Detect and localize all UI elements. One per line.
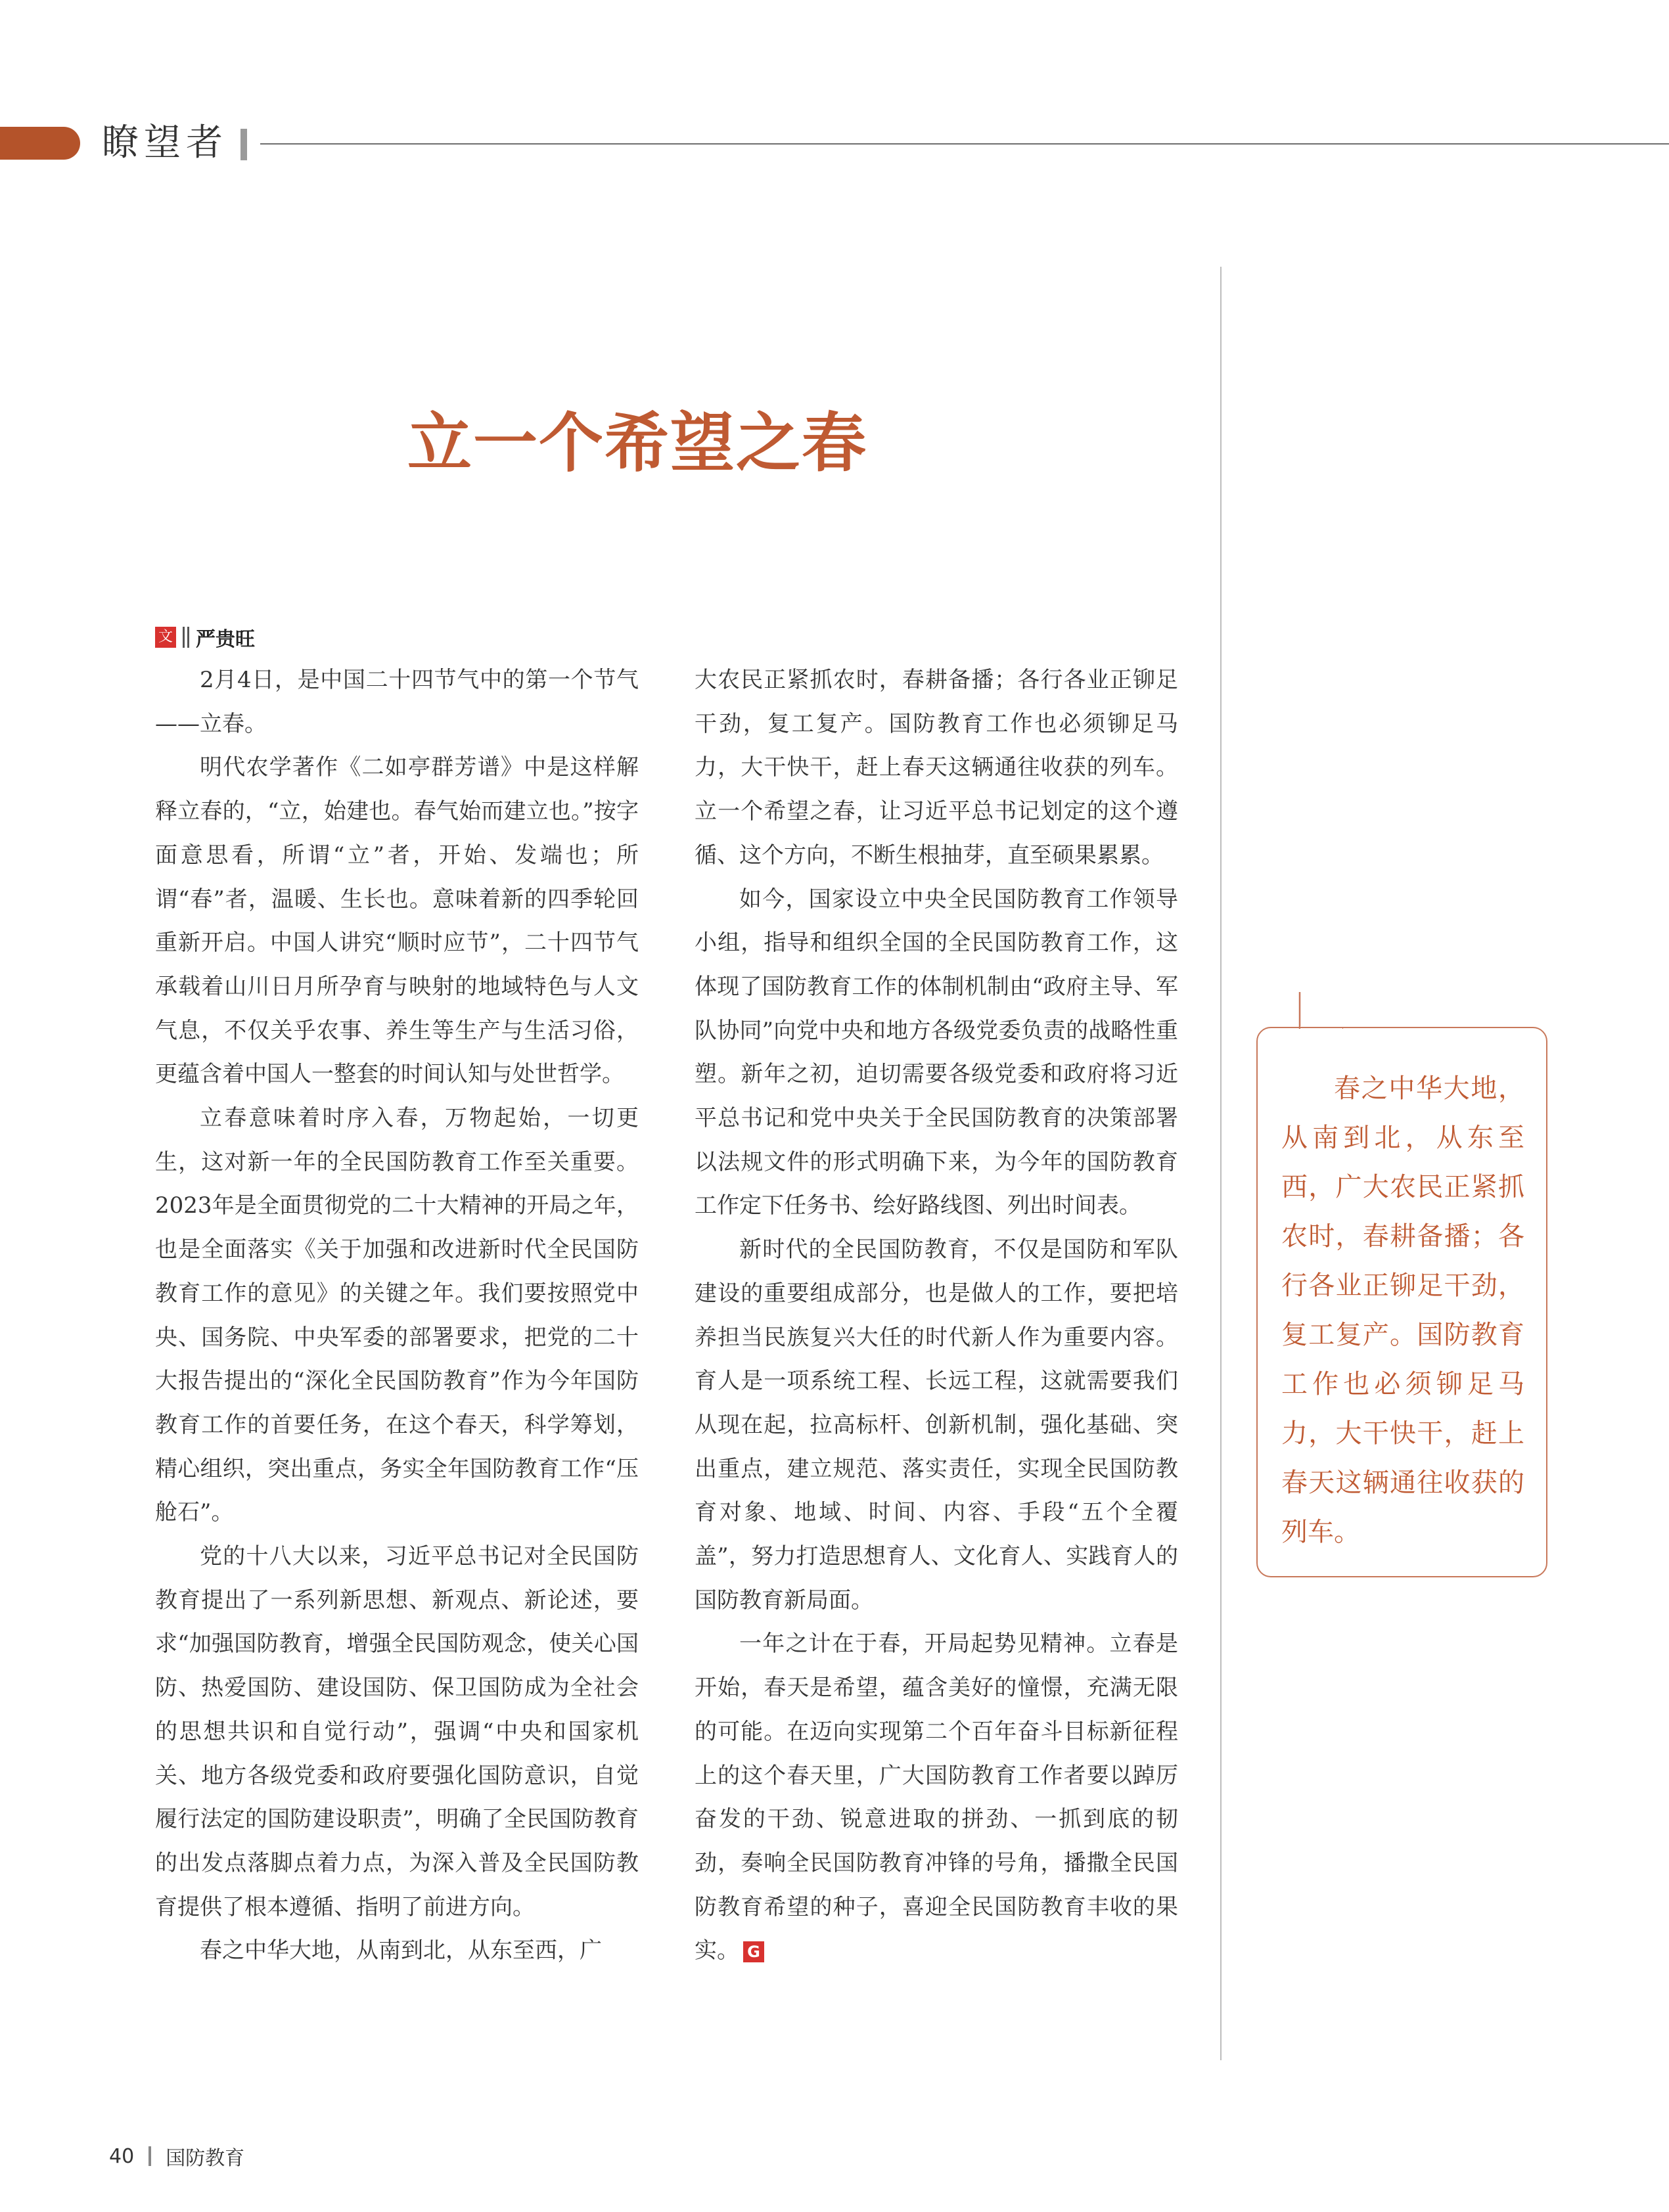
magazine-name: 国防教育 [166, 2147, 245, 2170]
section-tab-marker [0, 127, 80, 160]
author-name: 严贵旺 [196, 628, 255, 651]
page-footer [109, 2142, 244, 2171]
body-column-left [155, 658, 639, 1973]
paragraph: 立春意味着时序入春，万物起始，一切更生，这对新一年的全民国防教育工作至关重要。2023年是全面贯彻党的二十大精神的开局之年，也是全面落实《关于加强和改进新时代全民国防教育工作的意见》的关键之年。我们要按照党中央、国务院、中央军委的部署要求，把党的二十大报告提出的“深化全民国防教育”作为今年国防教育工作的首要任务，在这个春天，科学筹划，精心组织，突出重点，务实全年国防教育工作“压舱石”。 [155, 1105, 639, 1526]
end-mark-icon: G [743, 1941, 764, 1962]
paragraph: 大农民正紧抓农时，春耕备播；各行各业正铆足干劲，复工复产。国防教育工作也必须铆足马力，大干快干，赶上春天这辆通往收获的列车。立一个希望之春，让习近平总书记划定的这个遵循、这个方向，不断生根抽芽，直至硕果累累。 [695, 667, 1178, 869]
paragraph-last [695, 1622, 1178, 1973]
pull-quote-tail [1298, 991, 1344, 1029]
article-title: 立一个希望之春 [407, 406, 868, 481]
paragraph: 新时代的全民国防教育，不仅是国防和军队建设的重要组成部分，也是做人的工作，要把培养担当民族复兴大任的时代新人作为重要内容。育人是一项系统工程、长远工程，这就需要我们从现在起，拉高标杆、创新机制，强化基础、突出重点，建立规范、落实责任，实现全民国防教育对象、地域、时间、内容、手段“五个全覆盖”，努力打造思想育人、文化育人、实践育人的国防教育新局面。 [695, 1236, 1178, 1614]
paragraph: 明代农学著作《二如亭群芳谱》中是这样解释立春的，“立，始建也。春气始而建立也。”按字面意思看，所谓“立”者，开始、发端也；所谓“春”者，温暖、生长也。意味着新的四季轮回重新开启。中国人讲究“顺时应节”，二十四节气承载着山川日月所孕育与映射的地域特色与人文气息，不仅关乎农事、养生等生产与生活习俗，更蕴含着中国人一整套的时间认知与处世哲学。 [155, 754, 639, 1088]
column-divider [1220, 267, 1222, 2060]
pull-quote [1281, 1064, 1524, 1557]
paragraph: 党的十八大以来，习近平总书记对全民国防教育提出了一系列新思想、新观点、新论述，要求“加强国防教育，增强全民国防观念，使关心国防、热爱国防、建设国防、保卫国防成为全社会的思想共识和自觉行动”，强调“中央和国家机关、地方各级党委和政府要强化国防意识，自觉履行法定的国防建设职责”，明确了全民国防教育的出发点落脚点着力点，为深入普及全民国防教育提供了根本遵循、指明了前进方向。 [155, 1543, 639, 1920]
byline [155, 624, 255, 650]
section-title: 瞭望者 [102, 122, 228, 164]
header-bar-divider [240, 129, 247, 160]
footer-separator [149, 2146, 151, 2166]
paragraph: 如今，国家设立中央全民国防教育工作领导小组，指导和组织全国的全民国防教育工作，这体现了国防教育工作的体制机制由“政府主导、军队协同”向党中央和地方各级党委负责的战略性重塑。新年之初，迫切需要各级党委和政府将习近平总书记和党中央关于全民国防教育的决策部署以法规文件的形式明确下来，为今年的国防教育工作定下任务书、绘好路线图、列出时间表。 [695, 886, 1178, 1219]
byline-separator [183, 627, 189, 648]
paragraph-text: 一年之计在于春，开局起势见精神。立春是开始，春天是希望，蕴含美好的憧憬，充满无限的可能。在迈向实现第二个百年奋斗目标新征程上的这个春天里，广大国防教育工作者要以踔厉奋发的干劲、锐意进取的拼劲、一抓到底的韧劲，奏响全民国防教育冲锋的号角，播撒全民国防教育希望的种子，喜迎全民国防教育丰收的果实。 [695, 1631, 1178, 1964]
byline-text-icon: 文 [155, 627, 176, 648]
body-column-middle [695, 658, 1178, 1973]
header-rule [260, 143, 1669, 145]
paragraph: 春之中华大地，从南到北，从东至西，广 [200, 1937, 602, 1964]
pull-quote-text: 春之中华大地，从南到北，从东至西，广大农民正紧抓农时，春耕备播；各行各业正铆足干劲，复工复产。国防教育工作也必须铆足马力，大干快干，赶上春天这辆通往收获的列车。 [1281, 1073, 1524, 1547]
paragraph: 2月4日，是中国二十四节气中的第一个节气——立春。 [155, 667, 639, 737]
page-number: 40 [109, 2144, 135, 2168]
